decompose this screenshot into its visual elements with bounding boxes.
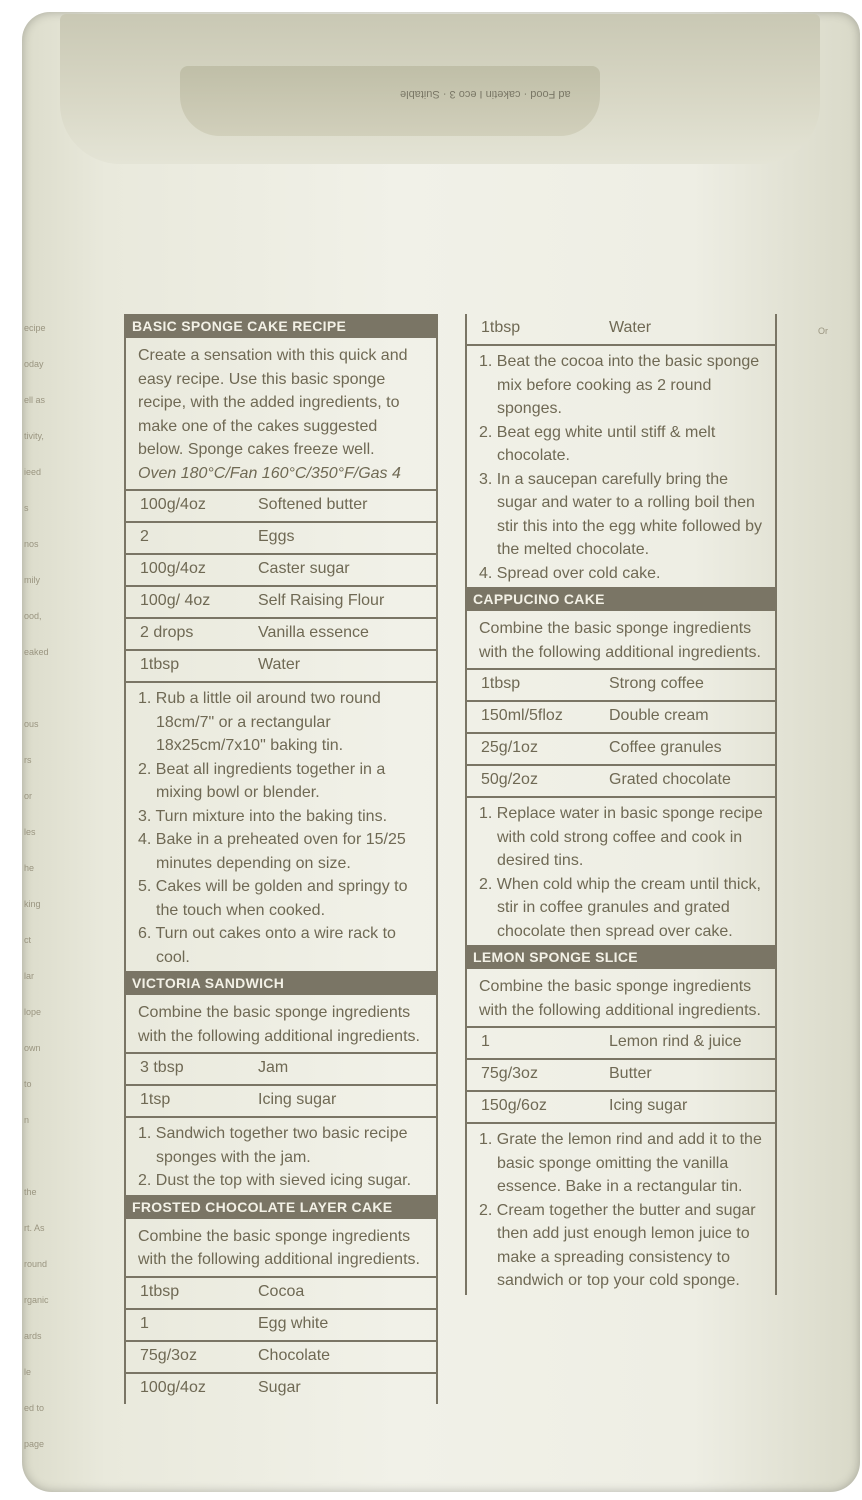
- ingredient-row: [126, 617, 436, 649]
- method-steps: [467, 1122, 775, 1295]
- ingredient-name: Coffee granules: [609, 739, 722, 756]
- ingredient-row: [467, 764, 775, 796]
- ingredient-quantity: 75g/3oz: [140, 1346, 197, 1364]
- ingredient-row: [467, 732, 775, 764]
- ingredient-row: [126, 585, 436, 617]
- method-step: 2. Dust the top with sieved icing sugar.: [138, 1172, 412, 1189]
- recipe-column-right: [465, 314, 777, 1295]
- ingredient-row: [467, 700, 775, 732]
- edge-text-fragment: rs: [24, 755, 32, 765]
- method-step: 4. Bake in a preheated oven for 15/25 minutes depending on size.: [138, 831, 406, 872]
- section-header-frosted-chocolate: FROSTED CHOCOLATE LAYER CAKE: [124, 1195, 438, 1219]
- edge-text-fragment: [818, 1360, 860, 1402]
- edge-text-fragment: mily: [24, 575, 40, 585]
- recipe-column-left: [124, 314, 438, 1404]
- edge-text-fragment: oday: [24, 359, 44, 369]
- edge-text-fragment: [818, 478, 860, 520]
- edge-text-fragment: lope: [24, 1007, 42, 1017]
- frosted-chocolate-section: [124, 1219, 438, 1404]
- method-step: 5. Cakes will be golden and springy to the touch when cooked.: [138, 878, 408, 919]
- method-step: 2. Beat all ingredients together in a mixing bowl or blender.: [138, 760, 386, 801]
- lemon-intro: Combine the basic sponge ingredients with the following additional ingredients.: [479, 978, 761, 1019]
- method-step: 3. In a saucepan carefully bring the sugar and water to a rolling boil then stir this into the egg white followed by the melted chocolate.: [479, 470, 763, 558]
- edge-text-fragment: ell as: [24, 395, 46, 405]
- edge-text-fragment: rganic: [24, 1295, 49, 1305]
- ingredient-list: [467, 668, 775, 796]
- edge-text-fragment: the: [24, 1187, 37, 1197]
- ingredient-quantity: 100g/4oz: [140, 496, 206, 513]
- method-step: 3. Turn mixture into the baking tins.: [138, 807, 388, 825]
- edge-text-fragment: ed to: [24, 1403, 45, 1413]
- ingredient-name: Jam: [258, 1059, 289, 1076]
- ingredient-quantity: 150g/6oz: [481, 1097, 547, 1114]
- edge-text-fragment: ards: [24, 1331, 42, 1341]
- ingredient-quantity: 1tbsp: [140, 656, 180, 673]
- ingredient-name: Strong coffee: [609, 675, 704, 692]
- ingredient-quantity: 1tbsp: [140, 1282, 180, 1300]
- ingredient-name: Lemon rind & juice: [609, 1033, 742, 1050]
- ingredient-list: [467, 314, 775, 344]
- cappucino-intro: Combine the basic sponge ingredients with the following additional ingredients.: [479, 620, 761, 661]
- edge-text-fragment: [818, 1024, 860, 1066]
- method-step: 2. When cold whip the cream until thick, stir in coffee granules and grated chocolate then spread over cake.: [479, 875, 761, 940]
- section-header-lemon-sponge: LEMON SPONGE SLICE: [465, 945, 777, 969]
- edge-text-fragment: lar: [24, 971, 35, 981]
- edge-text-fragment: [818, 1108, 860, 1150]
- ingredient-row: [126, 649, 436, 681]
- ingredient-row: [126, 1052, 436, 1084]
- edge-text-fragment: ct: [24, 935, 32, 945]
- ingredient-name: Icing sugar: [609, 1097, 688, 1114]
- edge-text-fragment: [818, 898, 860, 940]
- ingredient-name: Self Raising Flour: [258, 592, 385, 609]
- victoria-intro: Combine the basic sponge ingredients with the following additional ingredients.: [138, 1004, 420, 1045]
- ingredient-list: [467, 1026, 775, 1122]
- cappucino-section: [465, 611, 777, 945]
- frosted-intro: Combine the basic sponge ingredients with the following additional ingredients.: [138, 1227, 420, 1268]
- edge-text-fragment: eaked: [24, 647, 49, 657]
- edge-text-fragment: rt. As: [24, 1223, 45, 1233]
- method-step: 1. Rub a little oil around two round 18cm/7" or a rectangular 18x25cm/7x10" baking tin.: [138, 690, 381, 754]
- ingredient-quantity: 1: [481, 1033, 490, 1050]
- edge-text-fragment: [818, 520, 860, 562]
- ingredient-quantity: 2 drops: [140, 624, 194, 641]
- basic-sponge-intro: [126, 338, 436, 489]
- edge-text-fragment: [818, 730, 860, 772]
- ingredient-list: [126, 1052, 436, 1116]
- ingredient-quantity: 25g/1oz: [481, 739, 538, 756]
- victoria-sandwich-section: [124, 995, 438, 1195]
- edge-text-fragment: king: [24, 899, 41, 909]
- edge-text-fragment: [818, 1234, 860, 1276]
- ingredient-quantity: 150ml/5floz: [481, 707, 563, 724]
- edge-text-fragment: ood,: [24, 611, 42, 621]
- edge-text-fragment: [818, 562, 860, 604]
- ingredient-row: [467, 668, 775, 700]
- ingredient-row: [126, 1276, 436, 1308]
- method-step: 1. Beat the cocoa into the basic sponge mix before cooking as 2 round sponges.: [479, 353, 760, 417]
- ingredient-row: [126, 489, 436, 521]
- ingredient-name: Egg white: [258, 1314, 329, 1332]
- bag-fold: [180, 66, 600, 136]
- edge-text-fragment: Or: [818, 326, 828, 336]
- ingredient-name: Chocolate: [258, 1346, 331, 1364]
- edge-text-fragment: own: [24, 1043, 41, 1053]
- ingredient-quantity: 100g/4oz: [140, 560, 206, 577]
- method-step: 1. Grate the lemon rind and add it to the basic sponge omitting the vanilla essence. Bake in a rectangular tin.: [479, 1131, 762, 1195]
- lemon-sponge-section: [465, 969, 777, 1295]
- ingredient-quantity: 2: [140, 528, 149, 545]
- edge-text-fragment: [818, 352, 860, 394]
- ingredient-name: Grated chocolate: [609, 771, 731, 788]
- basic-sponge-section: [124, 338, 438, 971]
- ingredient-name: Eggs: [258, 528, 295, 545]
- ingredient-name: Icing sugar: [258, 1091, 337, 1108]
- edge-text-fragment: ous: [24, 719, 39, 729]
- section-header-cappucino: CAPPUCINO CAKE: [465, 587, 777, 611]
- edge-text-fragment: ieed: [24, 467, 42, 477]
- edge-text-fragment: to: [24, 1079, 32, 1089]
- edge-text-fragment: [818, 604, 860, 646]
- right-edge-text: [818, 310, 860, 1430]
- ingredient-row: [126, 1308, 436, 1340]
- ingredient-row: [467, 1026, 775, 1058]
- edge-text-fragment: [818, 646, 860, 688]
- section-header-basic-sponge: BASIC SPONGE CAKE RECIPE: [124, 314, 438, 338]
- fold-text: ad Food · caketin I eco 3 · Suitable: [400, 88, 571, 100]
- ingredient-name: Softened butter: [258, 496, 368, 513]
- edge-text-fragment: nos: [24, 539, 39, 549]
- ingredient-name: Vanilla essence: [258, 624, 369, 641]
- edge-text-fragment: [818, 982, 860, 1024]
- method-step: 1. Replace water in basic sponge recipe with cold strong coffee and cook in desired tins.: [479, 805, 763, 869]
- ingredient-quantity: 1tsp: [140, 1091, 171, 1108]
- edge-text-fragment: round: [24, 1259, 48, 1269]
- intro-text: Create a sensation with this quick and easy recipe. Use this basic sponge recipe, with the added ingredients, to make one of the cakes suggested below. Sponge cakes freeze well.: [138, 347, 408, 458]
- frosted-chocolate-continued: [465, 314, 777, 587]
- edge-text-fragment: he: [24, 863, 35, 873]
- ingredient-quantity: 100g/4oz: [140, 1378, 206, 1396]
- ingredient-name: Sugar: [258, 1378, 301, 1396]
- edge-text-fragment: [818, 1402, 860, 1430]
- edge-text-fragment: [818, 688, 860, 730]
- ingredient-name: Water: [609, 319, 652, 336]
- method-step: 1. Sandwich together two basic recipe sponges with the jam.: [138, 1125, 408, 1166]
- oven-temperature: Oven 180°C/Fan 160°C/350°F/Gas 4: [138, 464, 401, 482]
- ingredient-name: Caster sugar: [258, 560, 350, 577]
- ingredient-quantity: 75g/3oz: [481, 1065, 538, 1082]
- method-steps: [126, 1116, 436, 1195]
- edge-text-fragment: tivity,: [24, 431, 44, 441]
- ingredient-row: [126, 553, 436, 585]
- ingredient-row: [467, 314, 775, 344]
- edge-text-fragment: [24, 670, 60, 706]
- ingredient-row: [467, 1090, 775, 1122]
- edge-text-fragment: [818, 772, 860, 814]
- ingredient-quantity: 1tbsp: [481, 675, 521, 692]
- edge-text-fragment: [818, 940, 860, 982]
- method-steps: [467, 796, 775, 945]
- edge-text-fragment: ecipe: [24, 323, 46, 333]
- ingredient-quantity: 1tbsp: [481, 319, 521, 336]
- method-steps: [126, 681, 436, 971]
- edge-text-fragment: [818, 1318, 860, 1360]
- edge-text-fragment: [818, 1276, 860, 1318]
- edge-text-fragment: s: [24, 503, 29, 513]
- edge-text-fragment: [818, 814, 860, 856]
- ingredient-quantity: 100g/ 4oz: [140, 592, 211, 609]
- ingredient-list: [126, 1276, 436, 1404]
- ingredient-row: [126, 1084, 436, 1116]
- method-step: 4. Spread over cold cake.: [479, 564, 661, 582]
- method-step: 2. Beat egg white until stiff & melt chocolate.: [479, 423, 716, 464]
- edge-text-fragment: [24, 1138, 60, 1174]
- ingredient-row: [126, 1340, 436, 1372]
- ingredient-quantity: 3 tbsp: [140, 1059, 184, 1076]
- method-step: 2. Cream together the butter and sugar then add just enough lemon juice to make a spreading consistency to sandwich or top your cold sponge.: [479, 1201, 756, 1289]
- edge-text-fragment: les: [24, 827, 36, 837]
- ingredient-row: [467, 1058, 775, 1090]
- edge-text-fragment: le: [24, 1367, 32, 1377]
- edge-text-fragment: [818, 436, 860, 478]
- ingredient-row: [126, 1372, 436, 1404]
- section-header-victoria-sandwich: VICTORIA SANDWICH: [124, 971, 438, 995]
- ingredient-name: Cocoa: [258, 1282, 305, 1300]
- ingredient-name: Double cream: [609, 707, 709, 724]
- edge-text-fragment: [818, 1066, 860, 1108]
- edge-text-fragment: or: [24, 791, 33, 801]
- ingredient-quantity: 1: [140, 1314, 149, 1332]
- edge-text-fragment: page: [24, 1439, 45, 1449]
- ingredient-row: [126, 521, 436, 553]
- edge-text-fragment: [818, 1192, 860, 1234]
- edge-text-fragment: [818, 394, 860, 436]
- method-step: 6. Turn out cakes onto a wire rack to cool.: [138, 925, 396, 966]
- ingredient-name: Water: [258, 656, 301, 673]
- ingredient-list: [126, 489, 436, 681]
- ingredient-quantity: 50g/2oz: [481, 771, 538, 788]
- edge-text-fragment: [818, 856, 860, 898]
- left-edge-text: [24, 310, 60, 1460]
- method-steps: [467, 344, 775, 587]
- edge-text-fragment: n: [24, 1115, 30, 1125]
- edge-text-fragment: [818, 1150, 860, 1192]
- ingredient-name: Butter: [609, 1065, 652, 1082]
